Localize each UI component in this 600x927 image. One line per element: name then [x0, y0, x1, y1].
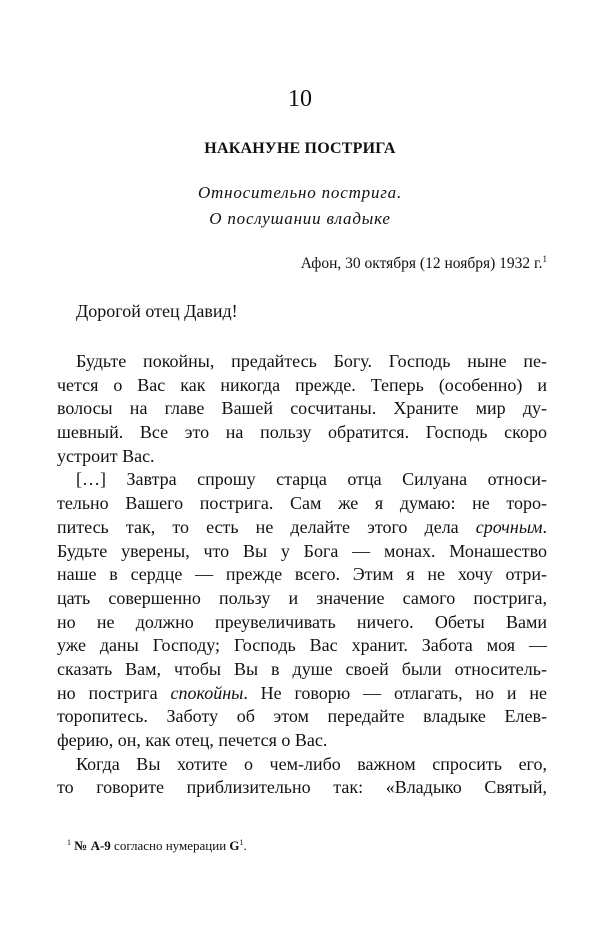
text-line: но не должно преувеличивать ничего. Обеты Вами	[57, 611, 547, 632]
text-line: наше в сердце — прежде всего. Этим я не хочу отри-	[57, 564, 547, 585]
emphasis: срочным	[475, 516, 543, 537]
text-line: ферию, он, как отец, печется о Вас.	[57, 730, 328, 750]
text-line: то говорите приблизительно так: «Владыко Святый,	[57, 777, 547, 798]
text-line: […] Завтра спрошу старца отца Силуана относи-	[76, 469, 547, 490]
footnote-source: G	[229, 838, 240, 853]
footnote-source-sup: 1	[239, 838, 244, 847]
text-line: Когда Вы хотите о чем-либо важном спросить его,	[76, 753, 547, 774]
chapter-title: НАКАНУНЕ ПОСТРИГА	[204, 140, 396, 157]
text-line: шевный. Все это на пользу обратится. Господь скоро	[57, 422, 547, 443]
dateline-text: Афон, 30 октября (12 ноября) 1932 г.	[300, 255, 543, 272]
letter-dateline	[301, 255, 547, 273]
footnote-reference: 1	[542, 254, 547, 264]
text-line: чется о Вас как никогда прежде. Теперь (особенно) и	[57, 374, 547, 395]
emphasis: спокойны	[170, 682, 244, 703]
footnote-number-sign: №	[74, 838, 88, 853]
text-line: волосы на главе Вашей сосчитаны. Храните мир ду-	[57, 398, 547, 419]
letter-body	[57, 350, 547, 800]
footnote-code: А-9	[90, 838, 111, 853]
text-line: Будьте покойны, предайтесь Богу. Господь ныне пе-	[76, 351, 547, 371]
text-line: Будьте уверены, что Вы у Бога — монах. Монашество	[57, 540, 547, 561]
text-line: но пострига спокойны. Не говорю — отлагать, но и не	[57, 682, 547, 703]
text-line: устроит Вас.	[57, 445, 155, 466]
text-line: питесь так, то есть не делайте этого дела срочным.	[57, 516, 547, 537]
subtitle-line-2: О послушании владыке	[209, 209, 391, 228]
text-line: цать совершенно пользу и значение самого пострига,	[57, 587, 547, 608]
text-line: тельно Вашего пострига. Сам же я думаю: не торо-	[57, 493, 547, 514]
footnote-mark: 1	[67, 838, 71, 847]
chapter-subtitle	[0, 180, 600, 232]
text-line: торопитесь. Заботу об этом передайте владыке Елев-	[57, 706, 547, 727]
text-line: сказать Вам, чтобы Вы в душе своей были относитель-	[57, 658, 547, 679]
chapter-number: 10	[288, 86, 312, 112]
footnote: $^1$ № А-9 согласно нумерации $G^1$.	[67, 838, 247, 853]
subtitle-line-1: Относительно пострига.	[197, 183, 403, 202]
letter-salutation: Дорогой отец Давид!	[76, 301, 238, 321]
footnote-text: согласно нумерации	[114, 838, 227, 853]
text-line: уже даны Господу; Господь Вас хранит. Забота моя —	[57, 635, 547, 656]
